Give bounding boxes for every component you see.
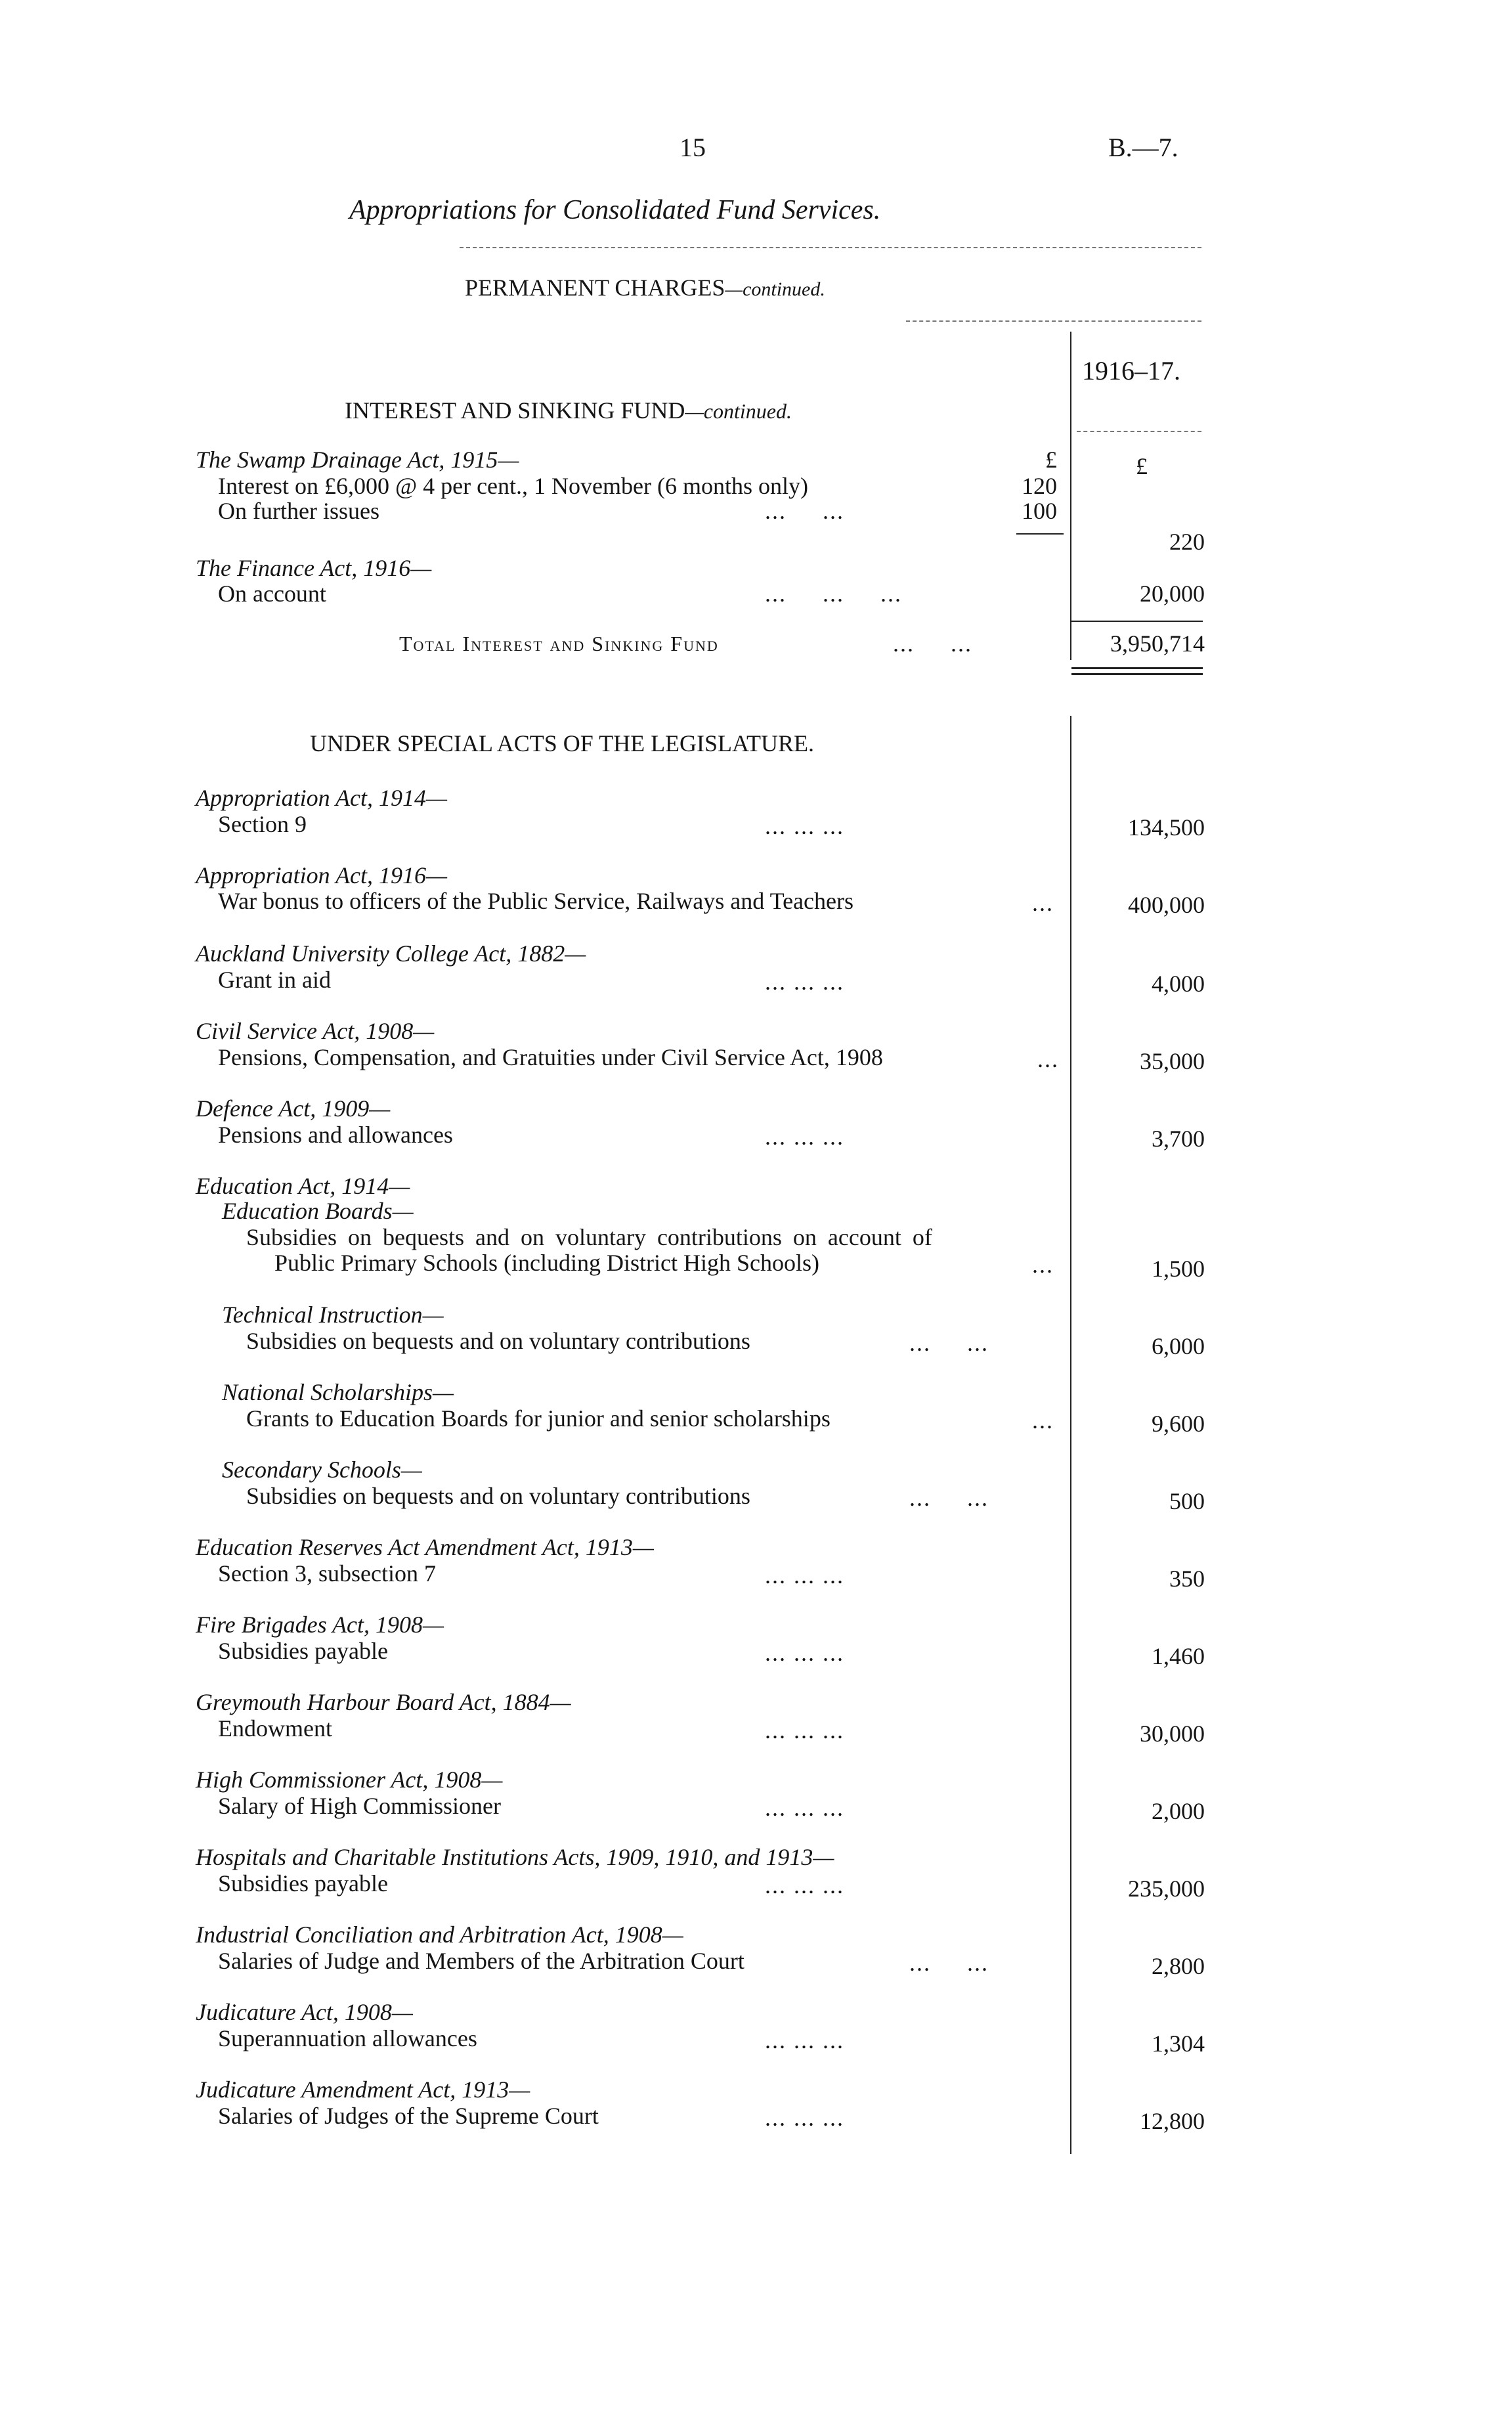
secondary-schools-desc: Subsidies on bequests and on voluntary contributions <box>246 1483 750 1509</box>
item-amount: 30,000 <box>1140 1721 1205 1747</box>
item-description: Subsidies payable <box>218 1638 388 1664</box>
item-description: Subsidies payable <box>218 1870 388 1897</box>
item-amount: 1,304 <box>1152 2030 1205 2057</box>
total-double-rule-2 <box>1071 673 1203 675</box>
section-subtitle <box>465 274 825 303</box>
finance-act-title: The Finance Act, 1916— <box>196 555 432 581</box>
title-divider <box>460 247 1201 248</box>
item-act-title: Hospitals and Charitable Institutions Acts, 1909, 1910, and 1913— <box>196 1844 834 1870</box>
secondary-schools-title: Secondary Schools— <box>222 1457 422 1483</box>
item-description: Pensions, Compensation, and Gratuities under Civil Service Act, 1908 <box>218 1044 883 1070</box>
item-amount: 134,500 <box>1128 814 1205 841</box>
page-number: 15 <box>680 133 706 162</box>
item-description: Pensions and allowances <box>218 1122 453 1148</box>
item-act-title: Appropriation Act, 1916— <box>196 862 448 888</box>
item-leader: ... ... <box>909 1330 989 1356</box>
item-description: Section 3, subsection 7 <box>218 1560 436 1587</box>
education-boards-amount: 1,500 <box>1152 1256 1205 1282</box>
total-interest-label: Total Interest and Sinking Fund <box>399 632 719 655</box>
item-description: Salaries of Judges of the Supreme Court <box>218 2103 599 2129</box>
item-act-title: Fire Brigades Act, 1908— <box>196 1612 444 1638</box>
item-leader: ... ... ... <box>765 1124 844 1150</box>
national-scholarships-desc: Grants to Education Boards for junior and senior scholarships <box>246 1405 831 1432</box>
item-amount: 1,460 <box>1152 1643 1205 1669</box>
item-leader: ... ... ... <box>765 2105 844 2131</box>
secondary-schools-amount: 500 <box>1169 1488 1205 1514</box>
item-leader: ... <box>1032 1252 1054 1278</box>
item-amount: 12,800 <box>1140 2108 1205 2134</box>
item-leader: ... ... ... <box>765 1640 844 1666</box>
item-amount: 35,000 <box>1140 1048 1205 1074</box>
item-leader: ... <box>1032 1407 1054 1434</box>
document-reference: B.—7. <box>1108 133 1178 162</box>
item-act-title: Industrial Conciliation and Arbitration Act, 1908— <box>196 1921 683 1948</box>
subtitle-main: PERMANENT CHARGES <box>465 274 725 301</box>
item-leader: ... <box>1037 1046 1059 1072</box>
year-column-header: 1916–17. <box>1082 356 1180 385</box>
column-divider-main <box>1070 716 1071 2154</box>
item-amount: 2,800 <box>1152 1953 1205 1979</box>
item-description: Endowment <box>218 1715 332 1742</box>
item-description: Section 9 <box>218 811 307 837</box>
item-act-title: Appropriation Act, 1914— <box>196 785 448 811</box>
item-leader: ... <box>1032 890 1054 916</box>
education-boards-desc-1: Subsidies on bequests and on voluntary contributions on account of <box>246 1224 932 1250</box>
technical-instruction-amount: 6,000 <box>1152 1333 1205 1359</box>
item-description: Superannuation allowances <box>218 2025 477 2051</box>
item-leader: ... ... ... <box>765 969 844 995</box>
sub-currency-symbol: £ <box>1045 447 1057 473</box>
total-interest-leader: ... ... <box>893 630 972 657</box>
technical-instruction-desc: Subsidies on bequests and on voluntary contributions <box>246 1328 750 1354</box>
technical-instruction-title: Technical Instruction— <box>222 1302 444 1328</box>
column-divider-top <box>1070 332 1071 660</box>
item-act-title: Civil Service Act, 1908— <box>196 1018 435 1044</box>
item-amount: 400,000 <box>1128 892 1205 918</box>
item-amount: 235,000 <box>1128 1875 1205 1902</box>
finance-amount: 20,000 <box>1140 581 1205 607</box>
subtitle-continued: —continued. <box>725 278 825 300</box>
item-leader: ... ... ... <box>765 1562 844 1589</box>
item-act-title: Judicature Amendment Act, 1913— <box>196 2076 530 2103</box>
swamp-further-leader: ... ... <box>765 498 844 524</box>
finance-on-account: On account <box>218 581 326 607</box>
subtitle-divider <box>906 320 1201 322</box>
national-scholarships-amount: 9,600 <box>1152 1411 1205 1437</box>
item-act-title: Education Reserves Act Amendment Act, 1913— <box>196 1534 654 1560</box>
special-acts-heading: UNDER SPECIAL ACTS OF THE LEGISLATURE. <box>310 730 815 756</box>
item-amount: 2,000 <box>1152 1798 1205 1824</box>
item-leader: ... ... ... <box>765 2027 844 2053</box>
item-act-title: Auckland University College Act, 1882— <box>196 940 586 967</box>
total-double-rule-1 <box>1071 667 1203 669</box>
total-interest-amount: 3,950,714 <box>1110 630 1205 657</box>
currency-symbol: £ <box>1136 453 1148 479</box>
item-amount: 350 <box>1169 1566 1205 1592</box>
finance-leader: ... ... ... <box>765 581 902 607</box>
item-leader: ... ... <box>909 1950 989 1976</box>
item-amount: 3,700 <box>1152 1126 1205 1152</box>
interest-heading <box>345 397 792 424</box>
swamp-interest-amount: 120 <box>1022 473 1057 499</box>
item-amount: 4,000 <box>1152 971 1205 997</box>
item-act-title: High Commissioner Act, 1908— <box>196 1766 503 1793</box>
national-scholarships-title: National Scholarships— <box>222 1379 454 1405</box>
education-boards-desc-2: Public Primary Schools (including District High Schools) <box>274 1250 819 1276</box>
item-description: War bonus to officers of the Public Service, Railways and Teachers <box>218 888 853 914</box>
item-leader: ... ... ... <box>765 813 844 839</box>
year-header-rule <box>1077 431 1201 432</box>
interest-heading-continued: —continued. <box>685 399 792 423</box>
swamp-interest-line: Interest on £6,000 @ 4 per cent., 1 November (6 months only) <box>218 473 808 499</box>
item-leader: ... ... ... <box>765 1717 844 1743</box>
item-leader: ... ... <box>909 1485 989 1511</box>
item-leader: ... ... ... <box>765 1795 844 1821</box>
swamp-further-amount: 100 <box>1022 498 1057 524</box>
swamp-act-title: The Swamp Drainage Act, 1915— <box>196 447 519 473</box>
item-act-title: Greymouth Harbour Board Act, 1884— <box>196 1689 571 1715</box>
swamp-total-amount: 220 <box>1169 529 1205 555</box>
swamp-further-issues: On further issues <box>218 498 379 524</box>
education-boards-title: Education Boards— <box>222 1198 414 1224</box>
item-leader: ... ... ... <box>765 1872 844 1898</box>
item-act-title: Defence Act, 1909— <box>196 1095 391 1122</box>
item-description: Salaries of Judge and Members of the Arbitration Court <box>218 1948 745 1974</box>
item-description: Grant in aid <box>218 967 331 993</box>
total-box-top <box>1071 621 1203 622</box>
swamp-subtotal-rule <box>1016 533 1064 535</box>
page-title: Appropriations for Consolidated Fund Services. <box>349 195 881 225</box>
item-description: Salary of High Commissioner <box>218 1793 501 1819</box>
item-act-title: Judicature Act, 1908— <box>196 1999 413 2025</box>
interest-heading-main: INTEREST AND SINKING FUND <box>345 397 685 424</box>
education-act-title: Education Act, 1914— <box>196 1173 410 1199</box>
